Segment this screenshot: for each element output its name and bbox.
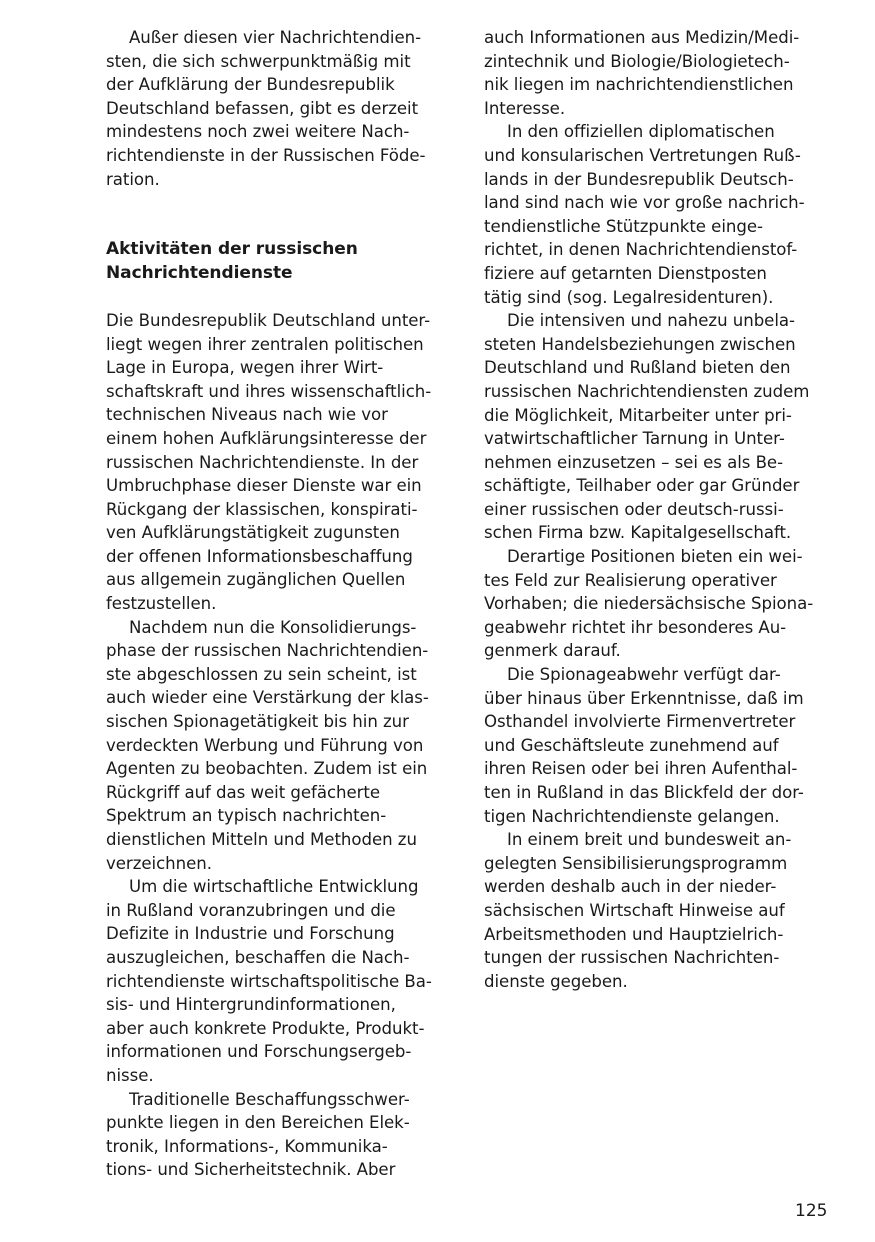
text-line: vatwirtschaftlicher Tarnung in Unter- <box>484 429 785 449</box>
text-line: die Möglichkeit, Mitarbeiter unter pri- <box>484 405 792 425</box>
text-line: auch wieder eine Verstärkung der klas- <box>106 688 429 708</box>
text-line: tronik, Informations-, Kommunika- <box>106 1136 388 1156</box>
text-line: informationen und Forschungsergeb- <box>106 1042 412 1062</box>
text-line: nisse. <box>106 1065 154 1085</box>
text-line: tätig sind (sog. Legalresidenturen). <box>484 287 774 307</box>
text-line: dienste gegeben. <box>484 971 628 991</box>
text-line: verzeichnen. <box>106 853 212 873</box>
text-line: land sind nach wie vor große nachrich- <box>484 193 805 213</box>
text-line: und konsularischen Vertretungen Ruß- <box>484 145 801 165</box>
text-line: mindestens noch zwei weitere Nach- <box>106 122 410 142</box>
text-line: der Aufklärung der Bundesrepublik <box>106 75 395 95</box>
body-paragraph <box>484 663 829 828</box>
text-line: Rückgriff auf das weit gefächerte <box>106 782 381 802</box>
spacer <box>106 285 451 309</box>
text-line: dienstlichen Mitteln und Methoden zu <box>106 830 417 849</box>
text-line: auszugleichen, beschaffen die Nach- <box>106 947 410 967</box>
text-line: punkte liegen in den Bereichen Elek- <box>106 1113 410 1133</box>
right-column <box>484 26 829 993</box>
body-paragraph <box>484 120 829 309</box>
text-line: Defizite in Industrie und Forschung <box>106 924 395 944</box>
text-line: ration. <box>106 169 160 189</box>
text-line: In den offiziellen diplomatischen <box>507 122 775 142</box>
text-line: einer russischen oder deutsch-russi- <box>484 499 784 519</box>
text-line: Vorhaben; die niedersächsische Spiona- <box>484 594 814 614</box>
text-line: Nachdem nun die Konsolidierungs- <box>129 617 417 637</box>
text-line: ven Aufklärungstätigkeit zugunsten <box>106 523 400 543</box>
text-line: genmerk darauf. <box>484 641 621 661</box>
text-line: ihren Reisen oder bei ihren Aufenthal- <box>484 759 798 779</box>
text-line: Die Bundesrepublik Deutschland unter- <box>106 310 431 330</box>
text-line: Traditionelle Beschaffungsschwer- <box>129 1089 410 1109</box>
body-paragraph <box>106 1088 451 1182</box>
body-paragraph <box>484 545 829 663</box>
text-line: Lage in Europa, wegen ihrer Wirt- <box>106 358 384 378</box>
text-line: richtendienste wirtschaftspolitische Ba- <box>106 971 432 991</box>
section-heading <box>106 238 451 285</box>
text-line: Aktivitäten der russischen <box>106 239 358 260</box>
text-line: Deutschland befassen, gibt es derzeit <box>106 98 419 118</box>
text-line: Die Spionageabwehr verfügt dar- <box>507 665 781 685</box>
text-line: Nachrichtendienste <box>106 262 293 283</box>
text-line: Deutschland und Rußland bieten den <box>484 358 791 378</box>
text-line: steten Handelsbeziehungen zwischen <box>484 334 796 354</box>
text-line: nik liegen im nachrichtendienstlichen <box>484 75 794 95</box>
text-line: tions- und Sicherheitstechnik. Aber <box>106 1160 396 1180</box>
text-line: sis- und Hintergrundinformationen, <box>106 995 396 1015</box>
text-line: sächsischen Wirtschaft Hinweise auf <box>484 900 785 920</box>
page-number: 125 <box>795 1201 828 1221</box>
body-paragraph <box>484 26 829 120</box>
text-line: Interesse. <box>484 98 566 118</box>
text-line: ten in Rußland in das Blickfeld der dor- <box>484 783 804 802</box>
spacer <box>106 191 451 238</box>
text-line: lands in der Bundesrepublik Deutsch- <box>484 169 794 189</box>
text-line: Spektrum an typisch nachrichten- <box>106 806 387 826</box>
text-line: liegt wegen ihrer zentralen politischen <box>106 334 424 354</box>
text-line: einem hohen Aufklärungsinteresse der <box>106 428 427 448</box>
text-line: Umbruchphase dieser Dienste war ein <box>106 476 422 496</box>
text-line: verdeckten Werbung und Führung von <box>106 735 424 755</box>
text-line: Die intensiven und nahezu unbela- <box>507 311 795 331</box>
text-line: tungen der russischen Nachrichten- <box>484 948 780 968</box>
body-paragraph <box>106 875 451 1087</box>
text-line: Um die wirtschaftliche Entwicklung <box>129 877 419 897</box>
text-line: Osthandel involvierte Firmenvertreter <box>484 712 796 732</box>
text-line: auch Informationen aus Medizin/Medi- <box>484 28 800 47</box>
left-column <box>106 26 451 1182</box>
text-line: über hinaus über Erkenntnisse, daß im <box>484 688 804 708</box>
text-line: in Rußland voranzubringen und die <box>106 900 396 920</box>
text-line: russischen Nachrichtendiensten zudem <box>484 381 810 401</box>
body-paragraph <box>484 828 829 993</box>
text-line: Außer diesen vier Nachrichtendien- <box>129 28 422 47</box>
text-line: nehmen einzusetzen – sei es als Be- <box>484 452 784 472</box>
text-line: tes Feld zur Realisierung operativer <box>484 570 777 590</box>
text-line: zintechnik und Biologie/Biologietech- <box>484 51 790 71</box>
text-line: aus allgemein zugänglichen Quellen <box>106 570 406 590</box>
body-paragraph <box>106 616 451 876</box>
text-line: Derartige Positionen bieten ein wei- <box>507 547 803 567</box>
text-line: phase der russischen Nachrichtendien- <box>106 641 429 661</box>
text-line: der offenen Informationsbeschaffung <box>106 546 413 566</box>
text-line: russischen Nachrichtendienste. In der <box>106 452 419 472</box>
text-line: aber auch konkrete Produkte, Produkt- <box>106 1018 425 1038</box>
text-line: sischen Spionagetätigkeit bis hin zur <box>106 712 409 732</box>
text-line: geabwehr richtet ihr besonderes Au- <box>484 617 787 637</box>
text-line: schäftigte, Teilhaber oder gar Gründer <box>484 476 800 496</box>
text-line: Rückgang der klassischen, konspirati- <box>106 499 418 519</box>
body-paragraph <box>106 309 451 616</box>
intro-paragraph <box>106 26 451 191</box>
text-line: gelegten Sensibilisierungsprogramm <box>484 853 788 873</box>
text-line: tendienstliche Stützpunkte einge- <box>484 216 763 236</box>
text-line: schaftskraft und ihres wissenschaftlich- <box>106 381 432 401</box>
text-line: technischen Niveaus nach wie vor <box>106 405 388 425</box>
text-line: richtendienste in der Russischen Föde- <box>106 145 426 165</box>
text-line: ste abgeschlossen zu sein scheint, ist <box>106 664 417 684</box>
text-line: Arbeitsmethoden und Hauptzielrich- <box>484 924 784 944</box>
text-line: tigen Nachrichtendienste gelangen. <box>484 806 780 826</box>
text-line: festzustellen. <box>106 594 217 614</box>
text-line: und Geschäftsleute zunehmend auf <box>484 735 779 755</box>
text-line: schen Firma bzw. Kapitalgesellschaft. <box>484 523 792 543</box>
text-line: fiziere auf getarnten Dienstposten <box>484 263 767 283</box>
text-line: werden deshalb auch in der nieder- <box>484 877 777 897</box>
text-line: In einem breit und bundesweit an- <box>507 830 792 850</box>
body-paragraph <box>484 309 829 545</box>
text-line: Agenten zu beobachten. Zudem ist ein <box>106 759 428 779</box>
text-line: richtet, in denen Nachrichtendienstof- <box>484 240 798 260</box>
text-line: sten, die sich schwerpunktmäßig mit <box>106 51 411 71</box>
